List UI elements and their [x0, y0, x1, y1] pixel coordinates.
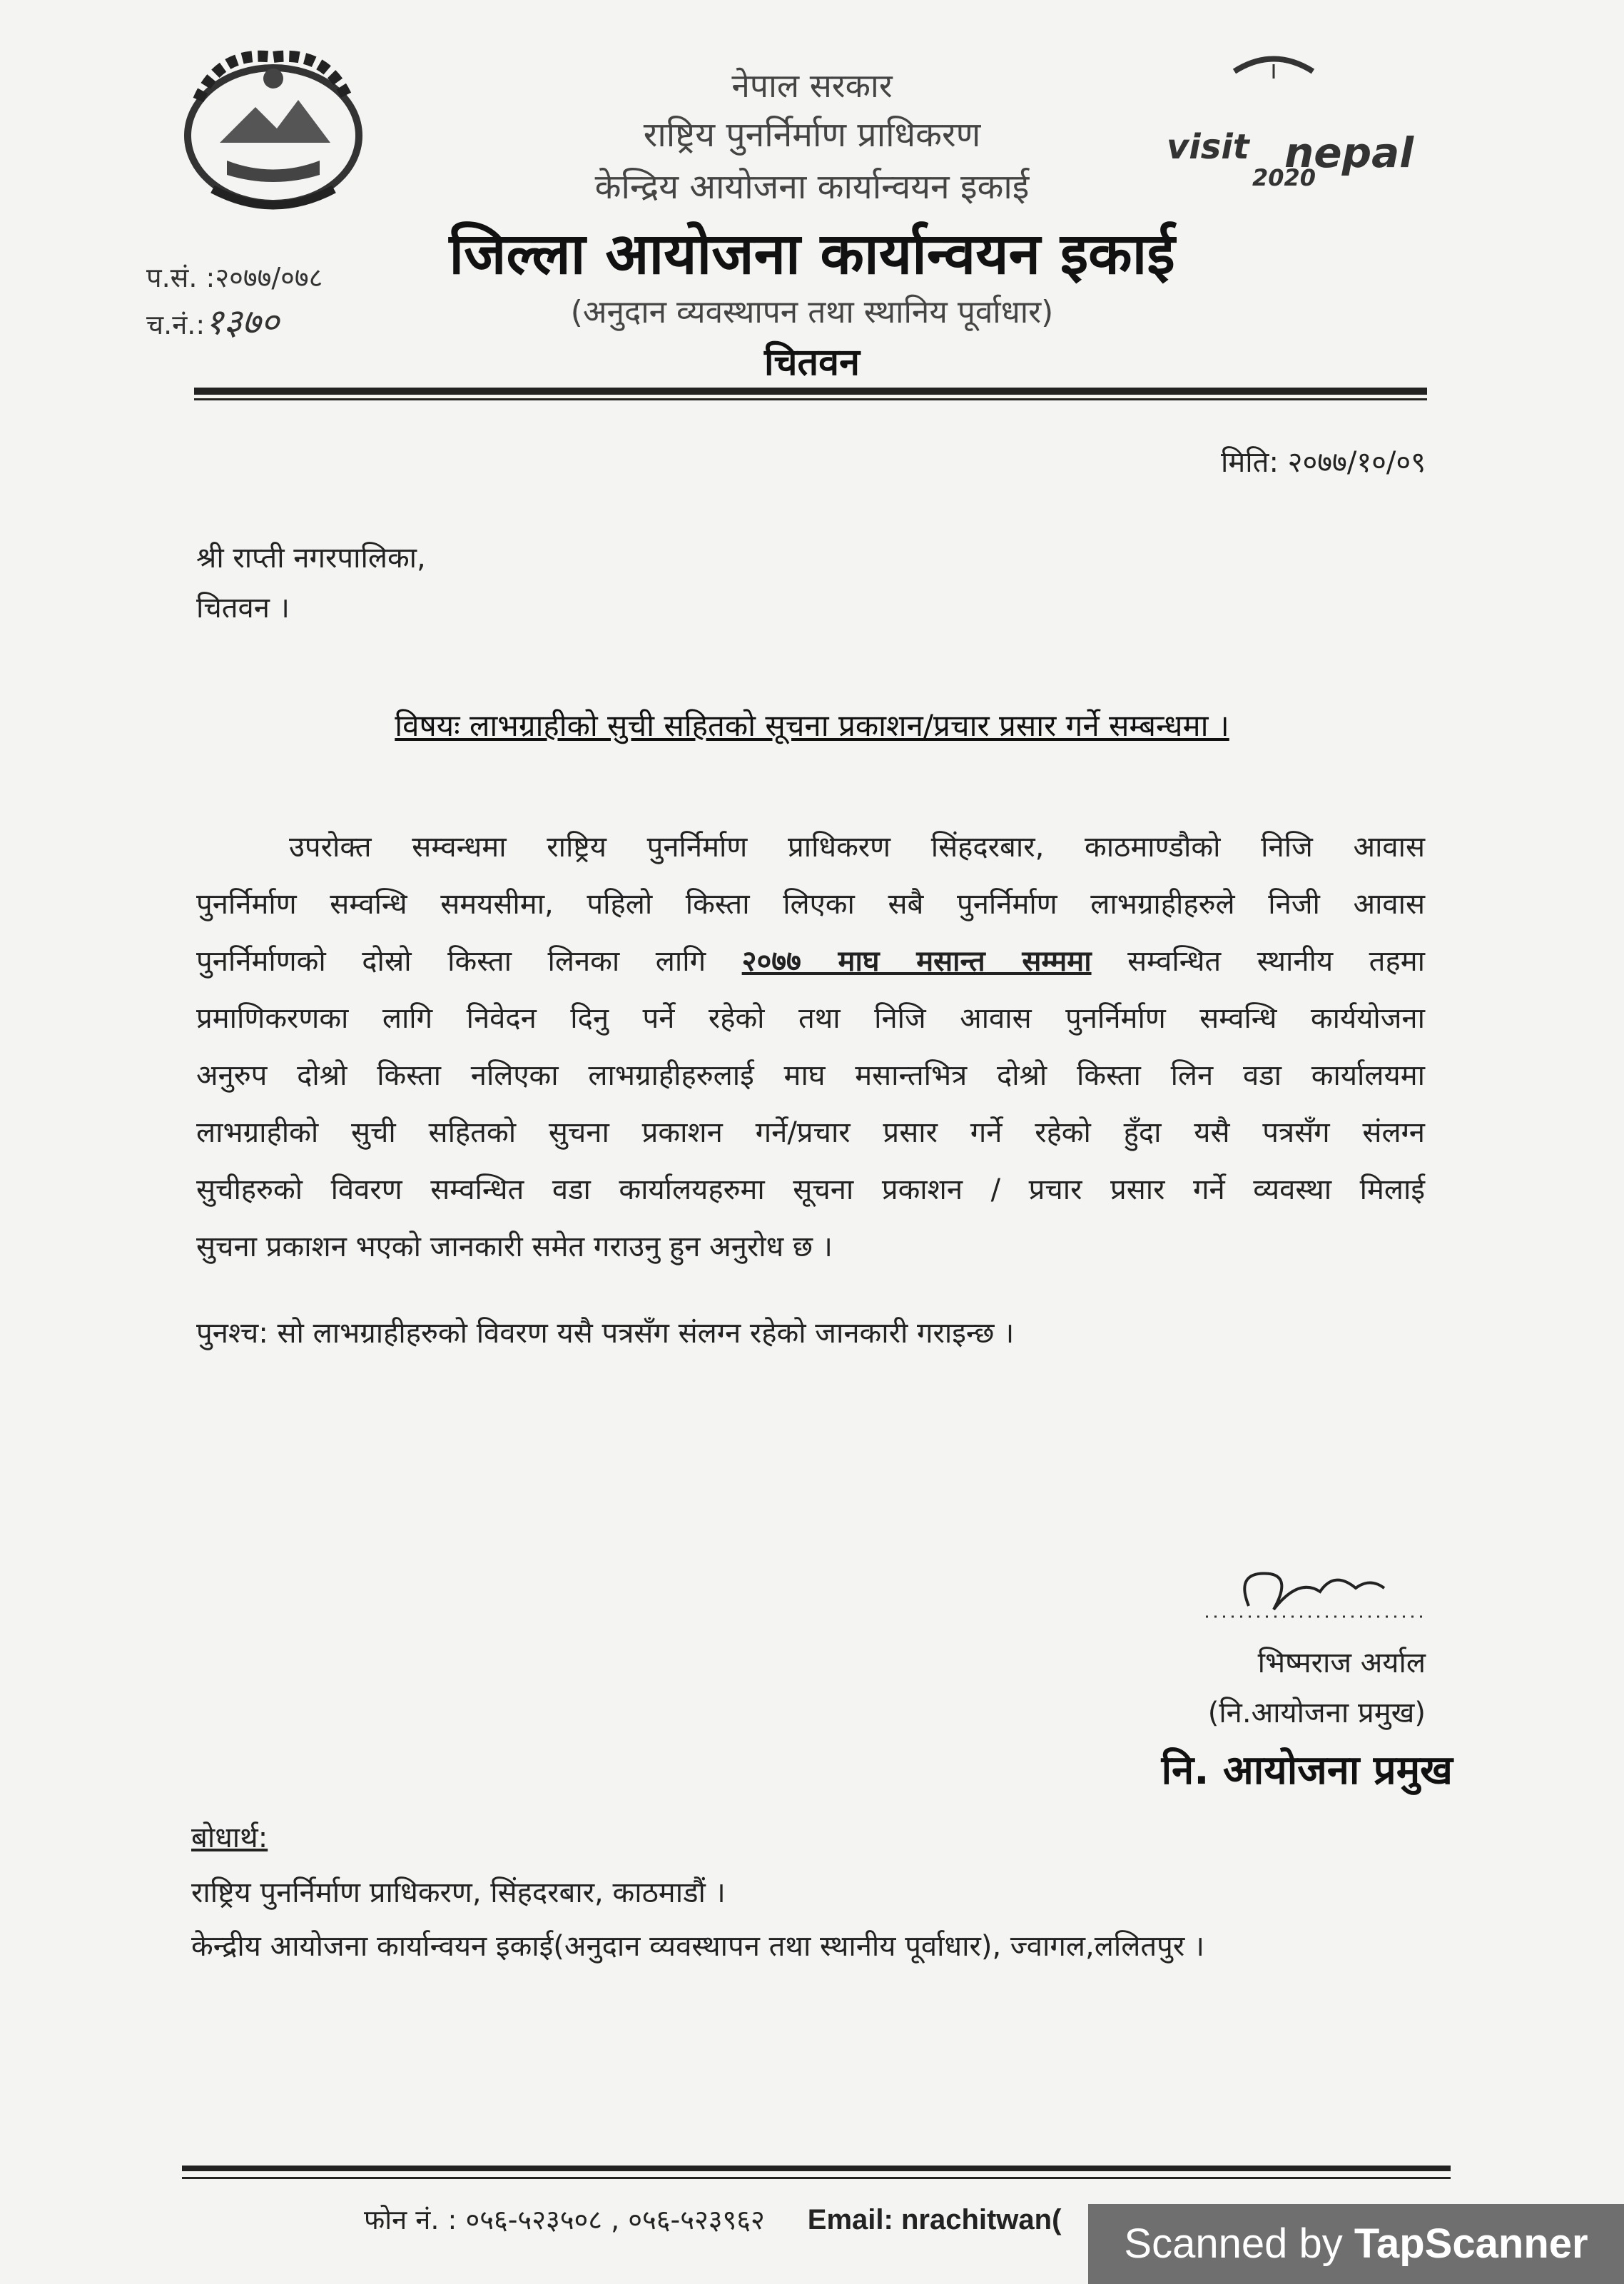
body-line-7: सुचीहरुको विवरण सम्वन्धित वडा कार्यालयहरुमा सूचना प्रकाशन / प्रचार प्रसार गर्ने व्यवस्था मिलाई [196, 1173, 1425, 1206]
ps-value: २०७७/०७८ [215, 262, 323, 293]
cc-heading: बोधार्थ: [191, 1821, 268, 1854]
body-line-2: पुनर्निर्माण सम्वन्धि समयसीमा, पहिलो किस्ता लिएका सबै पुनर्निर्माण लाभग्राहीहरुले निजी आवास [196, 888, 1425, 921]
central-unit-name: केन्द्रिय आयोजना कार्यान्वयन इकाई [594, 167, 1030, 207]
cc-recipient-1: राष्ट्रिय पुनर्निर्माण प्राधिकरण, सिंहदरबार, काठमाडौं । [191, 1876, 726, 1909]
signatory-role: (नि.आयोजना प्रमुख) [1207, 1697, 1426, 1729]
authority-name: राष्ट्रिय पुनर्निर्माण प्राधिकरण [643, 115, 981, 155]
footer-email: Email: nrachitwan( [807, 2204, 1062, 2235]
body-line-3 [196, 940, 1425, 979]
body-line-6: लाभग्राहीको सुची सहितको सुचना प्रकाशन गर्ने/प्रचार प्रसार गर्ने रहेको हुँदा यसै पत्रसँग संलग्न [196, 1116, 1425, 1149]
cc-recipient-2: केन्द्रीय आयोजना कार्यान्वयन इकाई(अनुदान व्यवस्थापन तथा स्थानीय पूर्वाधार), ज्वागल,ललितपुर । [191, 1930, 1205, 1963]
ps-label: प.सं. : [146, 262, 215, 293]
body-line-3-start: पुनर्निर्माणको दोस्रो किस्ता लिनका लागि [196, 945, 706, 978]
body-line-1: उपरोक्त सम्वन्धमा राष्ट्रिय पुनर्निर्माण प्राधिकरण सिंहदरबार, काठमाण्डौको निजि आवास [289, 831, 1425, 864]
cn-value: १३७० [205, 301, 280, 343]
addressee-name: श्री राप्ती नगरपालिका, [196, 542, 426, 575]
deadline-highlight: २०७७ माघ मसान्त सम्ममा [741, 945, 1092, 978]
footer-contact [364, 2200, 1061, 2238]
signature-mark [1206, 1556, 1427, 1627]
header-divider-thin [194, 398, 1427, 400]
scanner-watermark [1088, 2204, 1624, 2284]
ps-reference [146, 258, 323, 295]
nepal-word: nepal [1284, 128, 1414, 177]
footer-divider [182, 2166, 1451, 2171]
scanner-prefix: Scanned by [1124, 2220, 1343, 2267]
cn-reference [146, 296, 279, 345]
visit-nepal-year: 2020 [1252, 164, 1316, 191]
body-line-3-end: सम्वन्धित स्थानीय तहमा [1127, 945, 1425, 978]
header-divider [194, 388, 1427, 395]
visit-word: visit [1167, 127, 1249, 167]
office-title: जिल्ला आयोजना कार्यान्वयन इकाई [449, 221, 1175, 287]
district-name: चितवन [764, 341, 860, 384]
cn-label: च.नं.: [146, 309, 205, 340]
letter-subject: विषयः लाभग्राहीको सुची सहितको सूचना प्रकाशन/प्रचार प्रसार गर्ने सम्बन्धमा । [395, 708, 1229, 743]
signatory-name: भिष्मराज अर्याल [1257, 1647, 1426, 1679]
letter-date: मिति: २०७७/१०/०९ [1221, 446, 1426, 479]
postscript: पुनश्च: सो लाभग्राहीहरुको विवरण यसै पत्रसँग संलग्न रहेको जानकारी गराइन्छ । [196, 1317, 1015, 1350]
scanner-brand: TapScanner [1354, 2220, 1588, 2267]
designation-stamp: नि. आयोजना प्रमुख [1161, 1747, 1453, 1794]
footer-phone: फोन नं. : ०५६-५२३५०८ , ०५६-५२३९६२ [364, 2204, 765, 2235]
body-line-4: प्रमाणिकरणका लागि निवेदन दिनु पर्ने रहेको तथा निजि आवास पुनर्निर्माण सम्वन्धि कार्ययोजना [196, 1002, 1425, 1035]
footer-divider-thin [182, 2177, 1451, 2179]
body-line-5: अनुरुप दोश्रो किस्ता नलिएका लाभग्राहीहरुलाई माघ मसान्तभित्र दोश्रो किस्ता लिन वडा कार्यालयमा [196, 1059, 1425, 1092]
govt-name: नेपाल सरकार [731, 66, 893, 105]
body-line-8: सुचना प्रकाशन भएको जानकारी समेत गराउनु हुन अनुरोध छ । [196, 1231, 833, 1263]
office-subtitle: (अनुदान व्यवस्थापन तथा स्थानिय पूर्वाधार) [570, 294, 1054, 330]
addressee-location: चितवन । [196, 592, 290, 625]
